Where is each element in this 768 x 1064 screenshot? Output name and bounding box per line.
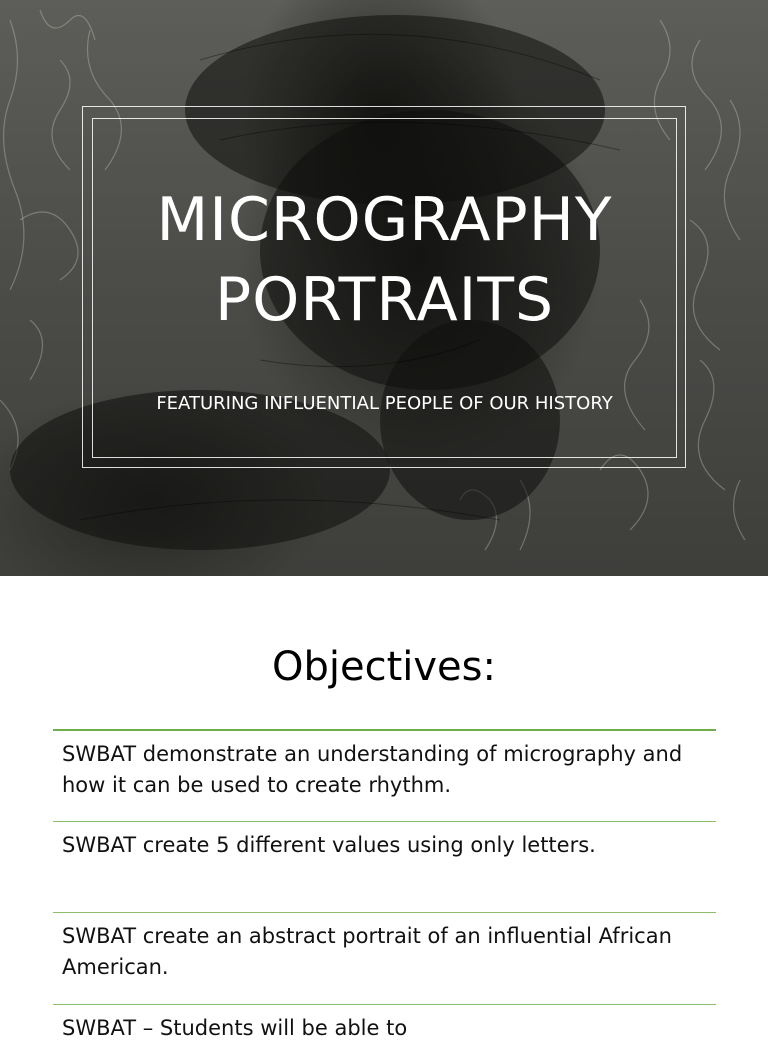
objectives-heading: Objectives: bbox=[272, 644, 496, 690]
slide-subtitle: FEATURING INFLUENTIAL PEOPLE OF OUR HISTORY bbox=[156, 393, 613, 414]
objective-item-1: SWBAT demonstrate an understanding of micrography and how it can be used to create rhythm. bbox=[53, 729, 716, 821]
title-line-2: PORTRAITS bbox=[214, 265, 555, 335]
slide-title bbox=[92, 180, 677, 340]
objective-item-3: SWBAT create an abstract portrait of an influential African American. bbox=[53, 912, 716, 1004]
objectives-slide bbox=[0, 576, 768, 1040]
objective-item-2: SWBAT create 5 different values using only letters. bbox=[53, 821, 716, 912]
objective-item-4: SWBAT – Students will be able to bbox=[53, 1004, 716, 1064]
title-line-1: MICROGRAPHY bbox=[156, 185, 613, 255]
objectives-list bbox=[53, 729, 716, 1064]
